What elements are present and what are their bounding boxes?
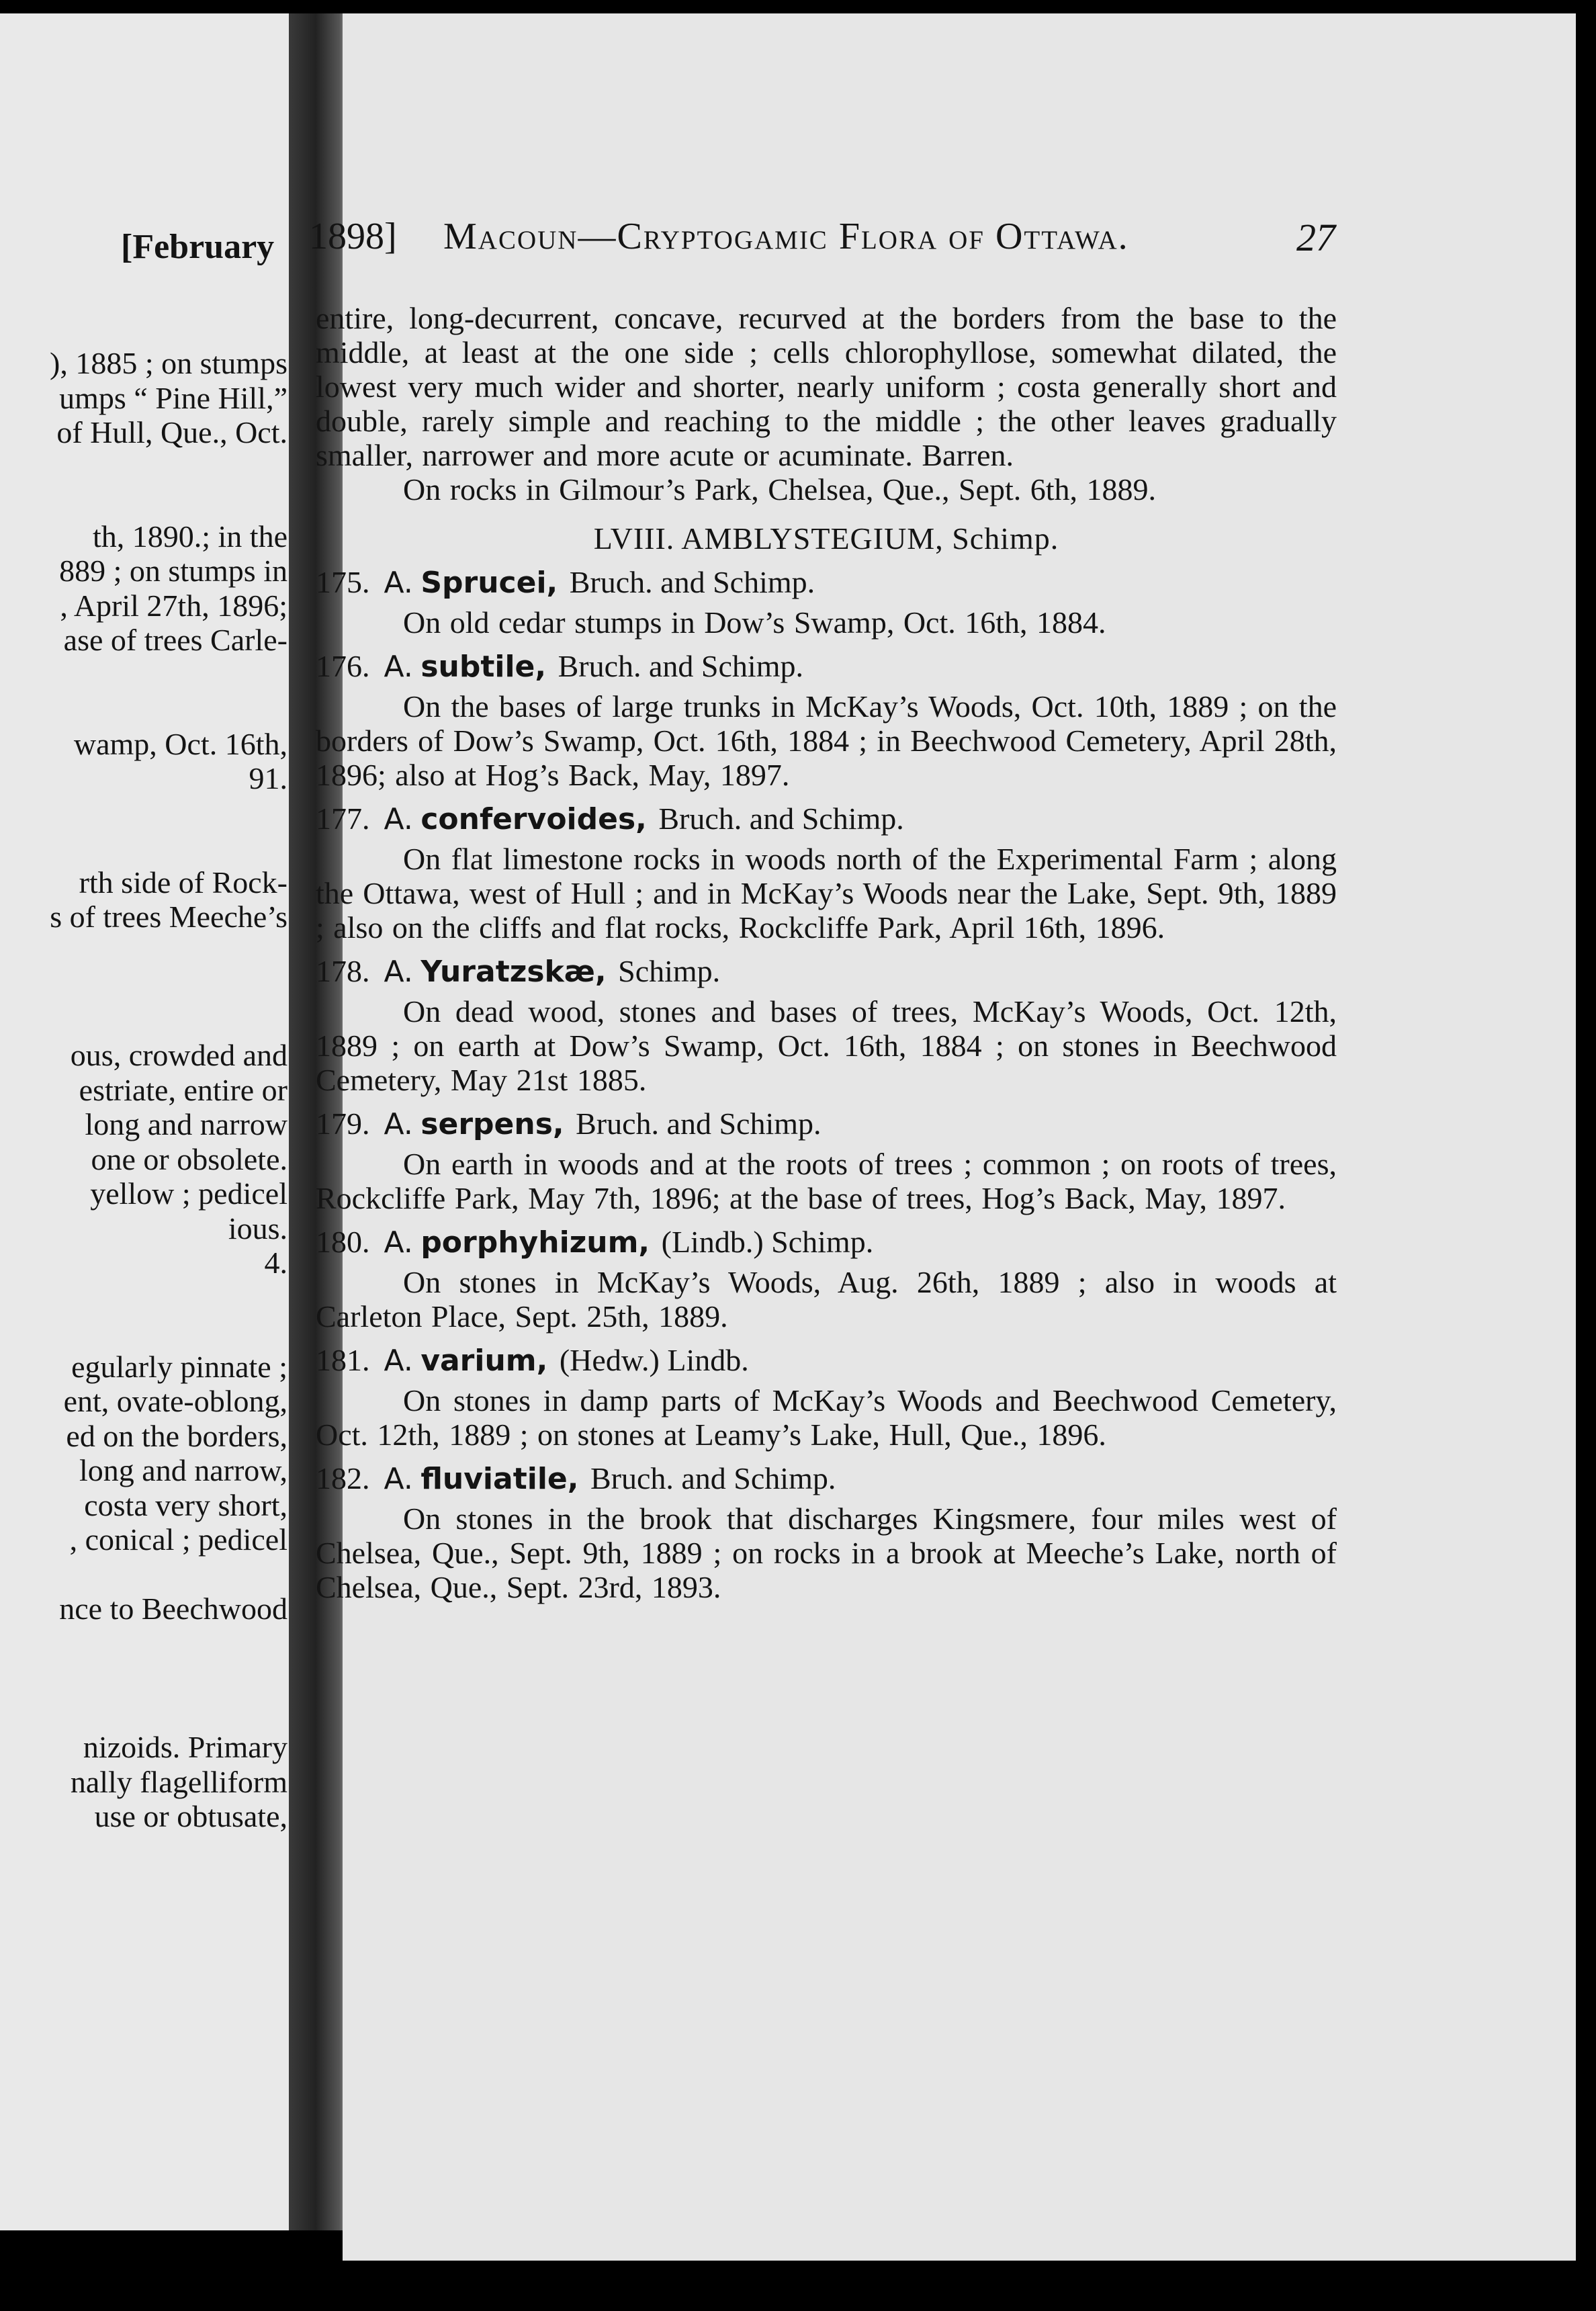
species-authority: Bruch. and Schimp. bbox=[590, 1461, 836, 1495]
species-heading bbox=[316, 954, 1337, 989]
species-name: subtile, bbox=[420, 650, 547, 684]
species-entry bbox=[316, 801, 1337, 945]
left-page-line: wamp, Oct. 16th, bbox=[73, 726, 287, 761]
species-heading bbox=[316, 1106, 1337, 1141]
left-page-line: use or obtusate, bbox=[94, 1799, 287, 1833]
left-page-line: , April 27th, 1896; bbox=[60, 588, 287, 623]
left-page-line: ious. bbox=[228, 1211, 287, 1246]
left-page-line: one or obsolete. bbox=[91, 1141, 287, 1176]
species-genus-abbrev: A. bbox=[384, 1107, 413, 1141]
left-page-line: of Hull, Que., Oct. bbox=[56, 415, 287, 449]
left-page-line: umps “ Pine Hill,” bbox=[59, 380, 287, 415]
page-body bbox=[316, 301, 1337, 1610]
left-page-line: ent, ovate-oblong, bbox=[63, 1384, 287, 1418]
left-page-line: nce to Beechwood bbox=[59, 1591, 287, 1626]
species-authority: Schimp. bbox=[618, 954, 721, 988]
species-heading bbox=[316, 1225, 1337, 1260]
species-name: Sprucei, bbox=[420, 566, 558, 600]
species-number: 175. bbox=[316, 565, 370, 599]
species-list bbox=[316, 565, 1337, 1604]
species-entry bbox=[316, 1106, 1337, 1215]
species-locality: On flat limestone rocks in woods north of the Experimental Farm ; along the Ottawa, west of Hull ; and in McKay’s Woods near the Lake, Sept. 9th, 1889 ; also on the cliffs and flat rocks, Rockcliffe Park, April 16th, 1896. bbox=[316, 842, 1337, 945]
left-page-line: ase of trees Carle- bbox=[63, 623, 287, 657]
left-page-line: s of trees Meeche’s bbox=[50, 900, 287, 934]
species-authority: Bruch. and Schimp. bbox=[658, 801, 904, 836]
species-number: 179. bbox=[316, 1106, 370, 1141]
species-authority: Bruch. and Schimp. bbox=[569, 565, 815, 599]
left-page-line: long and narrow, bbox=[79, 1453, 287, 1487]
species-genus-abbrev: A. bbox=[384, 566, 413, 600]
running-head-year: 1898] bbox=[309, 216, 397, 257]
species-genus-abbrev: A. bbox=[384, 1462, 413, 1496]
left-page-line: th, 1890.; in the bbox=[92, 519, 287, 554]
species-genus-abbrev: A. bbox=[384, 650, 413, 684]
left-page-line: ous, crowded and bbox=[70, 1038, 287, 1072]
species-authority: Bruch. and Schimp. bbox=[558, 649, 803, 683]
species-locality: On the bases of large trunks in McKay’s Woods, Oct. 10th, 1889 ; on the borders of Dow’s Swamp, Oct. 16th, 1884 ; in Beechwood Cemetery, April 28th, 1896; also at Hog’s Back, May, 1897. bbox=[316, 689, 1337, 792]
species-entry bbox=[316, 954, 1337, 1097]
left-facing-page bbox=[0, 13, 296, 2230]
species-genus-abbrev: A. bbox=[384, 955, 413, 989]
left-page-line: estriate, entire or bbox=[79, 1072, 287, 1107]
species-number: 181. bbox=[316, 1343, 370, 1377]
left-page-line: yellow ; pedicel bbox=[90, 1176, 287, 1211]
running-head-title: Macoun—Cryptogamic Flora of Ottawa. bbox=[443, 216, 1129, 257]
left-page-line: 889 ; on stumps in bbox=[59, 554, 287, 588]
species-authority: (Lindb.) Schimp. bbox=[661, 1225, 874, 1259]
species-genus-abbrev: A. bbox=[384, 1344, 413, 1378]
left-page-line: long and narrow bbox=[85, 1107, 287, 1141]
species-name: fluviatile, bbox=[420, 1462, 579, 1496]
species-heading bbox=[316, 649, 1337, 684]
species-name: Yuratzskæ, bbox=[420, 955, 607, 989]
left-page-line: egularly pinnate ; bbox=[71, 1349, 287, 1384]
right-page bbox=[309, 13, 1576, 2261]
species-heading bbox=[316, 1461, 1337, 1496]
species-locality: On stones in the brook that discharges Kingsmere, four miles west of Chelsea, Que., Sept. 9th, 1889 ; on rocks in a brook at Meeche’s Lake, north of Chelsea, Que., Sept. 23rd, 1893. bbox=[316, 1501, 1337, 1604]
species-name: porphyhizum, bbox=[420, 1225, 650, 1260]
species-genus-abbrev: A. bbox=[384, 802, 413, 836]
species-locality: On stones in damp parts of McKay’s Woods and Beechwood Cemetery, Oct. 12th, 1889 ; on stones at Leamy’s Lake, Hull, Que., 1896. bbox=[316, 1383, 1337, 1452]
intro-paragraph: entire, long-decurrent, concave, recurved at the borders from the base to the middle, at least at the one side ; cells chlorophyllose, somewhat dilated, the lowest very much wider and shorter, nearly uniform ; costa generally short and double, rarely simple and reaching to the middle ; the other leaves gradually smaller, narrower and more acute or acuminate. Barren. bbox=[316, 301, 1337, 472]
left-page-line: 4. bbox=[264, 1246, 287, 1280]
genus-heading: LVIII. AMBLYSTEGIUM, Schimp. bbox=[593, 521, 1059, 556]
left-page-line: , conical ; pedicel bbox=[69, 1522, 287, 1557]
species-entry bbox=[316, 649, 1337, 792]
intro-locality: On rocks in Gilmour’s Park, Chelsea, Que., Sept. 6th, 1889. bbox=[403, 472, 1157, 507]
species-heading bbox=[316, 565, 1337, 600]
species-entry bbox=[316, 565, 1337, 640]
species-name: confervoides, bbox=[420, 802, 647, 836]
species-locality: On dead wood, stones and bases of trees, McKay’s Woods, Oct. 12th, 1889 ; on earth at Dow’s Swamp, Oct. 16th, 1884 ; on stones in Beechwood Cemetery, May 21st 1885. bbox=[316, 994, 1337, 1097]
species-locality: On old cedar stumps in Dow’s Swamp, Oct. 16th, 1884. bbox=[403, 605, 1106, 640]
species-locality: On stones in McKay’s Woods, Aug. 26th, 1889 ; also in woods at Carleton Place, Sept. 25th, 1889. bbox=[316, 1265, 1337, 1334]
left-page-line: nally flagelliform bbox=[70, 1764, 287, 1799]
species-heading bbox=[316, 801, 1337, 836]
left-page-line: nizoids. Primary bbox=[83, 1730, 287, 1764]
species-number: 178. bbox=[316, 954, 370, 988]
running-head bbox=[309, 215, 1337, 269]
left-page-line: costa very short, bbox=[84, 1487, 287, 1522]
species-authority: (Hedw.) Lindb. bbox=[559, 1343, 749, 1377]
left-page-line: 91. bbox=[249, 761, 287, 795]
species-number: 180. bbox=[316, 1225, 370, 1259]
species-genus-abbrev: A. bbox=[384, 1225, 413, 1260]
species-number: 182. bbox=[316, 1461, 370, 1495]
left-page-line: ed on the borders, bbox=[66, 1418, 287, 1453]
species-name: serpens, bbox=[420, 1107, 564, 1141]
left-page-line: rth side of Rock- bbox=[79, 865, 287, 900]
species-name: varium, bbox=[420, 1344, 548, 1378]
species-entry bbox=[316, 1343, 1337, 1452]
species-locality: On earth in woods and at the roots of trees ; common ; on roots of trees, Rockcliffe Park, May 7th, 1896; at the base of trees, Hog’s Back, May, 1897. bbox=[316, 1147, 1337, 1215]
species-authority: Bruch. and Schimp. bbox=[576, 1106, 822, 1141]
species-entry bbox=[316, 1225, 1337, 1334]
species-heading bbox=[316, 1343, 1337, 1378]
species-number: 177. bbox=[316, 801, 370, 836]
left-page-header: [February bbox=[121, 228, 275, 266]
species-entry bbox=[316, 1461, 1337, 1604]
page-number: 27 bbox=[1296, 216, 1335, 259]
left-page-line: ), 1885 ; on stumps bbox=[50, 346, 287, 380]
species-number: 176. bbox=[316, 649, 370, 683]
